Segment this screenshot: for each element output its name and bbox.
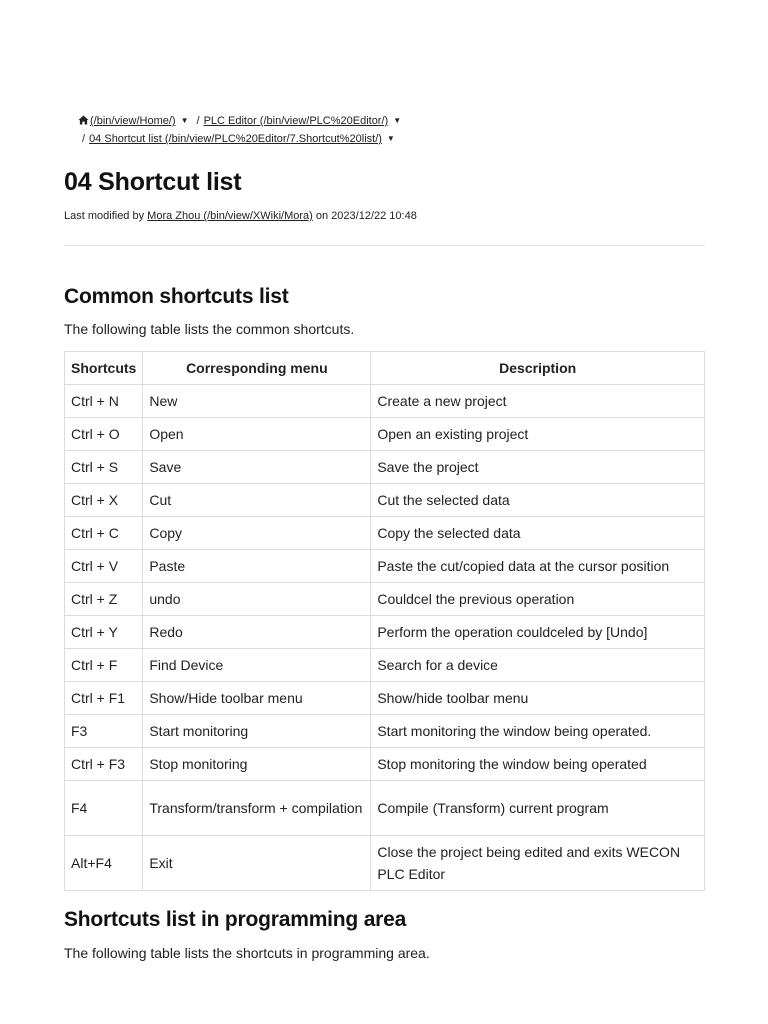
menu-cell: Start monitoring bbox=[143, 715, 371, 748]
caret-down-icon[interactable]: ▼ bbox=[393, 116, 402, 125]
menu-cell: Transform/transform + compilation bbox=[143, 781, 371, 836]
menu-cell: Show/Hide toolbar menu bbox=[143, 682, 371, 715]
home-icon[interactable] bbox=[78, 115, 89, 125]
divider bbox=[64, 245, 705, 246]
shortcut-cell: Ctrl + V bbox=[65, 550, 143, 583]
table-row bbox=[65, 781, 705, 836]
breadcrumb-separator: / bbox=[196, 115, 200, 127]
breadcrumb-line-2 bbox=[78, 130, 405, 148]
menu-cell: Stop monitoring bbox=[143, 748, 371, 781]
description-cell: Stop monitoring the window being operated bbox=[371, 748, 705, 781]
description-cell: Search for a device bbox=[371, 649, 705, 682]
common-shortcuts-intro: The following table lists the common shortcuts. bbox=[64, 321, 355, 337]
common-shortcuts-heading: Common shortcuts list bbox=[64, 285, 289, 308]
menu-cell: Save bbox=[143, 451, 371, 484]
menu-cell: Paste bbox=[143, 550, 371, 583]
table-row bbox=[65, 583, 705, 616]
table-row bbox=[65, 484, 705, 517]
shortcut-cell: F3 bbox=[65, 715, 143, 748]
description-cell: Perform the operation couldceled by [Undo] bbox=[371, 616, 705, 649]
table-row bbox=[65, 385, 705, 418]
table-row bbox=[65, 682, 705, 715]
description-cell: Close the project being edited and exits WECON PLC Editor bbox=[371, 836, 705, 891]
menu-cell: Exit bbox=[143, 836, 371, 891]
description-cell: Create a new project bbox=[371, 385, 705, 418]
menu-cell: Open bbox=[143, 418, 371, 451]
shortcut-cell: Ctrl + F3 bbox=[65, 748, 143, 781]
shortcut-cell: F4 bbox=[65, 781, 143, 836]
table-row bbox=[65, 715, 705, 748]
description-cell: Cut the selected data bbox=[371, 484, 705, 517]
column-header-menu: Corresponding menu bbox=[143, 352, 371, 385]
description-cell: Start monitoring the window being operated. bbox=[371, 715, 705, 748]
modified-prefix: Last modified by bbox=[64, 210, 145, 222]
shortcut-cell: Ctrl + N bbox=[65, 385, 143, 418]
table-row bbox=[65, 418, 705, 451]
column-header-shortcuts: Shortcuts bbox=[65, 352, 143, 385]
table-header-row bbox=[65, 352, 705, 385]
shortcut-list-link[interactable]: 04 Shortcut list (/bin/view/PLC%20Editor/7.Shortcut%20list/) bbox=[89, 133, 382, 145]
shortcut-cell: Ctrl + S bbox=[65, 451, 143, 484]
breadcrumb-separator: / bbox=[82, 133, 86, 145]
description-cell: Compile (Transform) current program bbox=[371, 781, 705, 836]
menu-cell: Redo bbox=[143, 616, 371, 649]
table-row bbox=[65, 550, 705, 583]
home-link[interactable]: (/bin/view/Home/) bbox=[90, 115, 176, 127]
menu-cell: New bbox=[143, 385, 371, 418]
shortcut-cell: Alt+F4 bbox=[65, 836, 143, 891]
description-cell: Couldcel the previous operation bbox=[371, 583, 705, 616]
description-cell: Save the project bbox=[371, 451, 705, 484]
breadcrumb bbox=[78, 112, 405, 148]
last-modified-info bbox=[64, 210, 417, 222]
description-cell: Paste the cut/copied data at the cursor position bbox=[371, 550, 705, 583]
modified-date: on 2023/12/22 10:48 bbox=[315, 210, 417, 222]
plc-editor-link[interactable]: PLC Editor (/bin/view/PLC%20Editor/) bbox=[203, 115, 389, 127]
author-link[interactable]: Mora Zhou (/bin/view/XWiki/Mora) bbox=[147, 210, 313, 222]
shortcut-cell: Ctrl + F bbox=[65, 649, 143, 682]
table-row bbox=[65, 517, 705, 550]
shortcut-cell: Ctrl + F1 bbox=[65, 682, 143, 715]
shortcut-cell: Ctrl + X bbox=[65, 484, 143, 517]
caret-down-icon[interactable]: ▼ bbox=[180, 116, 189, 125]
programming-shortcuts-intro: The following table lists the shortcuts in programming area. bbox=[64, 945, 430, 961]
programming-shortcuts-heading: Shortcuts list in programming area bbox=[64, 908, 407, 931]
common-shortcuts-table bbox=[64, 351, 705, 891]
table-row bbox=[65, 836, 705, 891]
shortcut-cell: Ctrl + O bbox=[65, 418, 143, 451]
description-cell: Open an existing project bbox=[371, 418, 705, 451]
breadcrumb-line-1 bbox=[78, 112, 405, 130]
shortcut-cell: Ctrl + Y bbox=[65, 616, 143, 649]
table-row bbox=[65, 616, 705, 649]
column-header-description: Description bbox=[371, 352, 705, 385]
table-row bbox=[65, 451, 705, 484]
description-cell: Copy the selected data bbox=[371, 517, 705, 550]
menu-cell: Find Device bbox=[143, 649, 371, 682]
table-row bbox=[65, 649, 705, 682]
menu-cell: Copy bbox=[143, 517, 371, 550]
shortcut-cell: Ctrl + Z bbox=[65, 583, 143, 616]
menu-cell: Cut bbox=[143, 484, 371, 517]
table-row bbox=[65, 748, 705, 781]
shortcut-cell: Ctrl + C bbox=[65, 517, 143, 550]
page-title: 04 Shortcut list bbox=[64, 168, 242, 196]
description-cell: Show/hide toolbar menu bbox=[371, 682, 705, 715]
menu-cell: undo bbox=[143, 583, 371, 616]
caret-down-icon[interactable]: ▼ bbox=[386, 134, 395, 143]
